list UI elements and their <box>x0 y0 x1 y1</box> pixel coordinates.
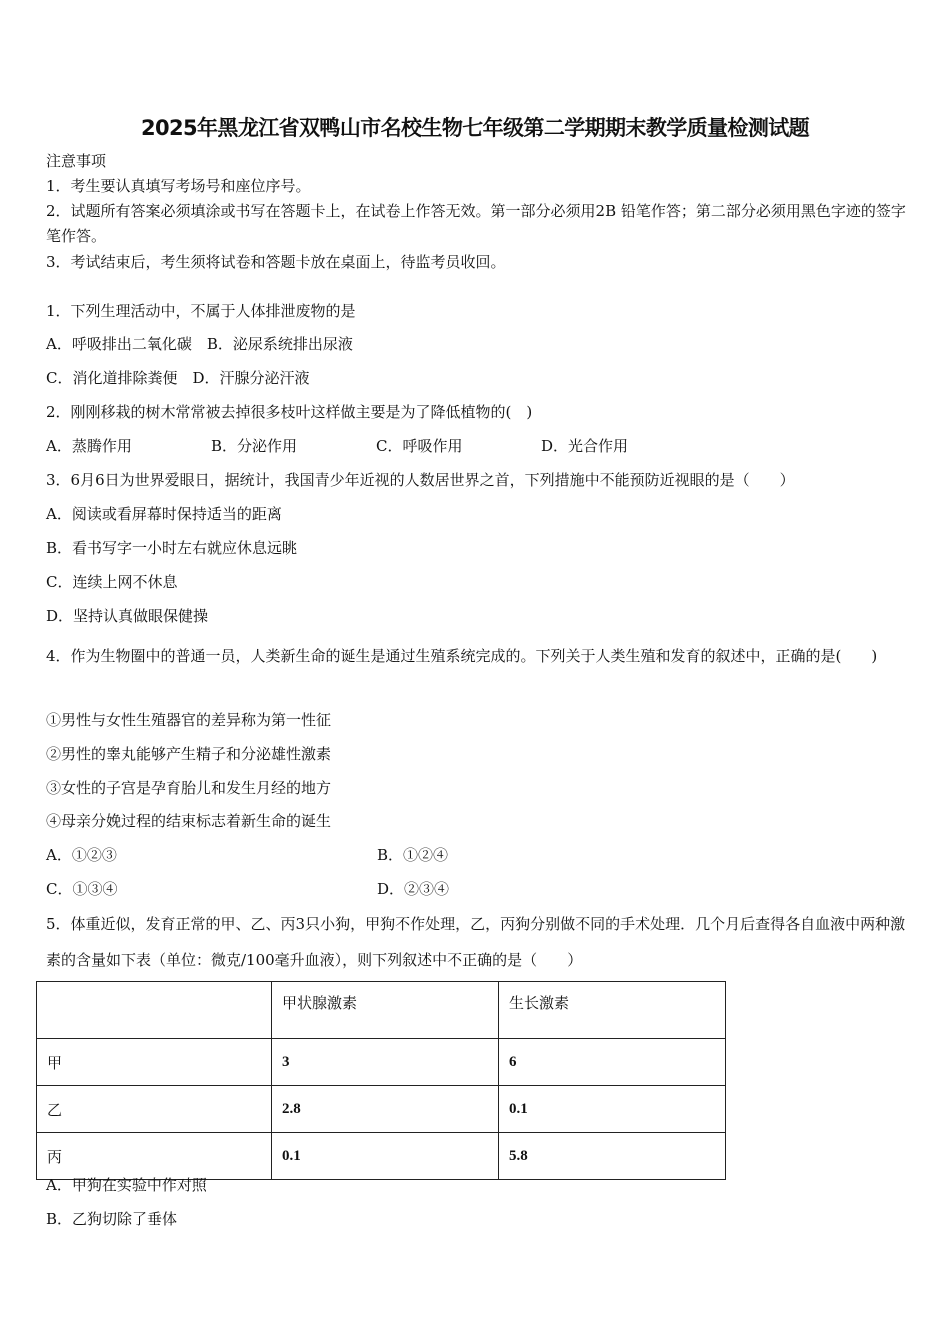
question-1-options-row-2: C．消化道排除粪便 D．汗腺分泌汗液 <box>46 369 310 387</box>
notice-item-2: 2．试题所有答案必须填涂或书写在答题卡上，在试卷上作答无效。第一部分必须用2B 铅笔作答；第二部分必须用黑色字迹的签字笔作答。 <box>46 202 906 245</box>
question-1-options-row-1: A．呼吸排出二氧化碳 B．泌尿系统排出尿液 <box>46 335 353 353</box>
question-3-option-b: B．看书写字一小时左右就应休息远眺 <box>46 539 298 557</box>
table-cell: 0.1 <box>272 1133 499 1180</box>
table-cell: 乙 <box>37 1086 272 1133</box>
question-4-stem: 4．作为生物圈中的普通一员，人类新生命的诞生是通过生殖系统完成的。下列关于人类生殖和发育的叙述中，正确的是( ) <box>46 647 878 665</box>
question-4-option-a: A．①②③ <box>46 846 117 864</box>
table-row <box>37 1039 726 1086</box>
question-4-statement-1: ①男性与女性生殖器官的差异称为第一性征 <box>46 711 332 729</box>
table-header-cell: 甲状腺激素 <box>272 982 499 1039</box>
notice-item-1: 1．考生要认真填写考场号和座位序号。 <box>46 177 311 195</box>
table-header-cell: 生长激素 <box>499 982 726 1039</box>
table-cell: 丙 <box>37 1133 272 1180</box>
table-header-cell <box>37 982 272 1039</box>
question-5-stem: 5．体重近似，发育正常的甲、乙、丙3只小狗，甲狗不作处理，乙，丙狗分别做不同的手术处理．几个月后查得各自血液中两种激素的含量如下表（单位：微克/100毫升血液），则下列叙述中不正确的是（ ） <box>46 915 906 969</box>
table-cell: 3 <box>272 1039 499 1086</box>
page-title: 2025年黑龙江省双鸭山市名校生物七年级第二学期期末教学质量检测试题 <box>140 116 810 140</box>
table-row <box>37 1133 726 1180</box>
question-2-options <box>46 436 706 456</box>
question-2-option-a: A．蒸腾作用 <box>46 437 132 455</box>
table-cell: 0.1 <box>499 1086 726 1133</box>
question-4-option-d: D．②③④ <box>377 880 450 898</box>
notice-heading: 注意事项 <box>46 152 107 170</box>
question-4-statement-4: ④母亲分娩过程的结束标志着新生命的诞生 <box>46 812 332 830</box>
table-header-row <box>37 982 726 1039</box>
question-4-option-c: C．①③④ <box>46 880 118 898</box>
question-5-option-a: A．甲狗在实验中作对照 <box>46 1176 207 1194</box>
question-4-statement-2: ②男性的睾丸能够产生精子和分泌雄性激素 <box>46 745 332 763</box>
question-4-statement-3: ③女性的子宫是孕育胎儿和发生月经的地方 <box>46 779 332 797</box>
question-4-option-b: B．①②④ <box>377 846 449 864</box>
hormone-table <box>36 981 726 1180</box>
table-cell: 2.8 <box>272 1086 499 1133</box>
question-2-option-c: C．呼吸作用 <box>376 437 463 455</box>
question-3-stem: 3．6月6日为世界爱眼日，据统计，我国青少年近视的人数居世界之首，下列措施中不能预防近视眼的是（ ） <box>46 471 795 489</box>
question-3-option-a: A．阅读或看屏幕时保持适当的距离 <box>46 505 282 523</box>
question-2-stem: 2．刚刚移栽的树木常常被去掉很多枝叶这样做主要是为了降低植物的( ) <box>46 403 533 421</box>
table-row <box>37 1086 726 1133</box>
question-5-option-b: B．乙狗切除了垂体 <box>46 1210 178 1228</box>
question-1-stem: 1．下列生理活动中，不属于人体排泄废物的是 <box>46 302 356 320</box>
question-3-option-c: C．连续上网不休息 <box>46 573 178 591</box>
notice-item-3: 3．考试结束后，考生须将试卷和答题卡放在桌面上，待监考员收回。 <box>46 253 506 271</box>
table-cell: 5.8 <box>499 1133 726 1180</box>
question-2-option-b: B．分泌作用 <box>211 437 298 455</box>
question-3-option-d: D．坚持认真做眼保健操 <box>46 607 209 625</box>
table-cell: 甲 <box>37 1039 272 1086</box>
question-2-option-d: D．光合作用 <box>541 437 629 455</box>
table-cell: 6 <box>499 1039 726 1086</box>
